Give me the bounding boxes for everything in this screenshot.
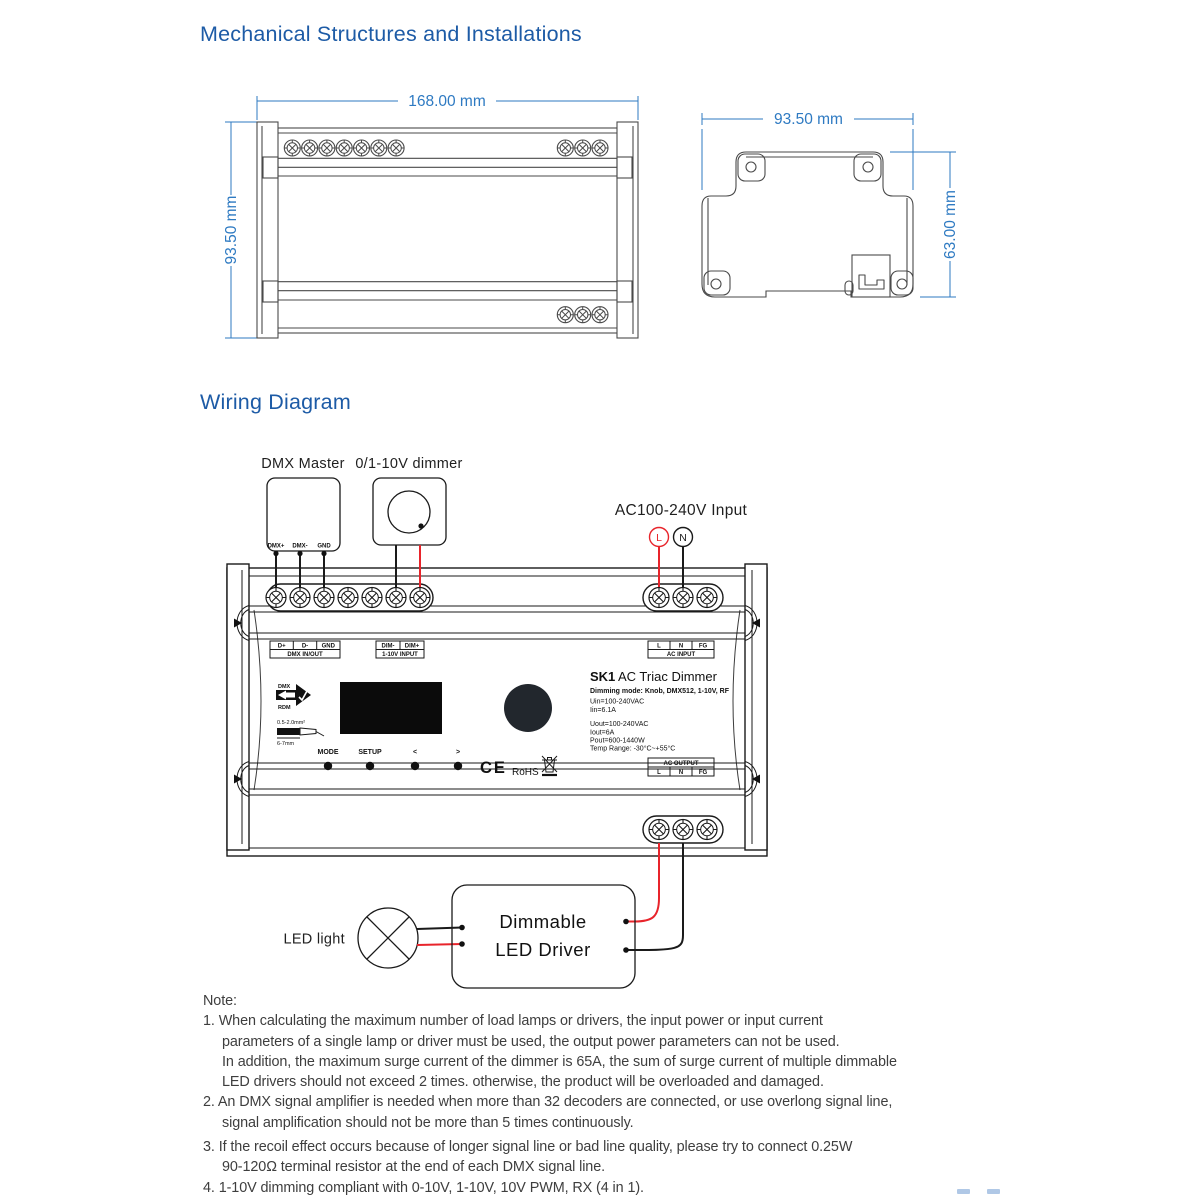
- spec-iin: Iin=6.1A: [590, 707, 616, 714]
- analog-dimmer-label: 0/1-10V dimmer: [355, 456, 463, 472]
- led-light-label: LED light: [283, 931, 345, 948]
- digital-display: [340, 682, 442, 734]
- note-1-line-1: 1. When calculating the maximum number of load lamps or drivers, the input power or input current: [203, 1013, 823, 1030]
- dimmable-led-driver: [452, 885, 635, 988]
- next-button-label: >: [455, 749, 461, 756]
- spec-uout: Uout=100-240VAC: [590, 721, 649, 728]
- setup-button[interactable]: [366, 762, 374, 770]
- dim-plus-cell: DIM+: [404, 643, 420, 650]
- note-2-line-2: signal amplification should not be more than 5 times continuously.: [222, 1114, 634, 1131]
- dimmer-knob-icon: [388, 491, 430, 533]
- acin-fg-cell: FG: [698, 643, 708, 650]
- side-height-dimension: 63.00 mm: [942, 190, 959, 259]
- dmx-io-caption: DMX IN/OUT: [287, 652, 323, 658]
- rotary-knob[interactable]: [504, 684, 552, 732]
- dminus-cell: D-: [301, 643, 309, 650]
- dim-input-caption: 1-10V INPUT: [382, 652, 418, 658]
- ac-input-label: AC100-240V Input: [614, 502, 748, 519]
- driver-label-line2: LED Driver: [495, 939, 591, 960]
- gnd-cell: GND: [321, 643, 335, 650]
- next-button[interactable]: [454, 762, 462, 770]
- dmx-icon-label: DMX: [278, 684, 291, 690]
- side-view: [702, 111, 959, 297]
- note-3-line-2: 90-120Ω terminal resistor at the end of each DMX signal line.: [222, 1159, 606, 1176]
- dmx-plus-label: DMX+: [267, 543, 285, 550]
- spec-temp-range: Temp Range: -30°C~+55°C: [590, 745, 676, 753]
- rohs-label: RoHS: [512, 767, 539, 778]
- dim-minus-cell: DIM-: [381, 643, 395, 650]
- section-title-mechanical: Mechanical Structures and Installations: [200, 22, 582, 46]
- prev-button[interactable]: [411, 762, 419, 770]
- driver-label-line1: Dimmable: [499, 911, 587, 932]
- front-view: [223, 93, 638, 338]
- ac-input-caption: AC INPUT: [666, 652, 696, 658]
- mode-button-label: MODE: [317, 749, 339, 756]
- note-3-line-1: 3. If the recoil effect occurs because of longer signal line or bad line quality, please try to connect 0.25W: [203, 1139, 853, 1156]
- analog-dimmer: [355, 456, 462, 545]
- front-width-dimension: 168.00 mm: [408, 93, 486, 110]
- note-1-line-4: LED drivers should not exceed 2 times. otherwise, the product will be overloaded and damaged.: [222, 1074, 824, 1091]
- note-1-line-2: parameters of a single lamp or driver must be used, the output power parameters can not be used.: [222, 1033, 840, 1050]
- acout-fg-cell: FG: [698, 770, 708, 776]
- mechanical-drawings: [200, 85, 990, 370]
- gauge-label: 0.5-2.0mm²: [277, 720, 306, 726]
- dmx-minus-label: DMX-: [292, 543, 308, 550]
- acout-n-cell: N: [678, 770, 684, 776]
- note-2-line-1: 2. An DMX signal amplifier is needed when more than 32 decoders are connected, or use overlong signal line,: [203, 1094, 893, 1111]
- side-width-dimension: 93.50 mm: [774, 111, 843, 128]
- page-footer-fragment: [987, 1189, 1000, 1194]
- note-4-line-1: 4. 1-10V dimming compliant with 0-10V, 1-10V, 10V PWM, RX (4 in 1).: [203, 1179, 644, 1196]
- led-light: [283, 908, 462, 968]
- spec-dimming-mode: Dimming mode: Knob, DMX512, 1-10V, RF: [590, 688, 729, 695]
- dmx-master: [261, 456, 345, 556]
- spec-pout: Pout=600-1440W: [590, 737, 645, 745]
- ce-mark-icon: CE: [480, 759, 507, 777]
- acin-l-cell: L: [657, 643, 661, 650]
- setup-button-label: SETUP: [358, 749, 382, 756]
- strip-length-label: 6-7mm: [277, 741, 295, 747]
- ac-mains-input: [615, 502, 748, 547]
- dimmer-device: [227, 564, 767, 856]
- acin-n-cell: N: [678, 643, 684, 650]
- model-name: SK1: [590, 669, 616, 684]
- section-title-wiring: Wiring Diagram: [200, 390, 351, 414]
- ac-output-caption: AC OUTPUT: [663, 761, 699, 767]
- prev-button-label: <: [412, 749, 418, 756]
- rdm-icon-label: RDM: [278, 705, 291, 711]
- spec-uin: Uin=100-240VAC: [590, 698, 645, 706]
- notes-title: Note:: [203, 993, 237, 1009]
- din-rail-clip: [845, 255, 890, 297]
- wiring-diagram: [190, 440, 1000, 1000]
- line-terminal-letter: L: [656, 532, 662, 544]
- model-description: AC Triac Dimmer: [618, 669, 717, 684]
- dim-input-table: [376, 641, 424, 658]
- mode-button[interactable]: [324, 762, 332, 770]
- acout-l-cell: L: [657, 770, 661, 776]
- gnd-label: GND: [317, 543, 331, 550]
- dplus-cell: D+: [277, 643, 286, 650]
- dmx-master-label: DMX Master: [261, 456, 345, 472]
- front-height-dimension: 93.50 mm: [223, 195, 240, 265]
- notes-section: [203, 991, 1033, 1198]
- neutral-terminal-letter: N: [679, 532, 687, 544]
- spec-iout: Iout=6A: [590, 729, 615, 737]
- note-1-line-3: In addition, the maximum surge current of the dimmer is 65A, the sum of surge current of multiple dimmable: [222, 1053, 897, 1070]
- page-footer-fragment: [957, 1189, 970, 1194]
